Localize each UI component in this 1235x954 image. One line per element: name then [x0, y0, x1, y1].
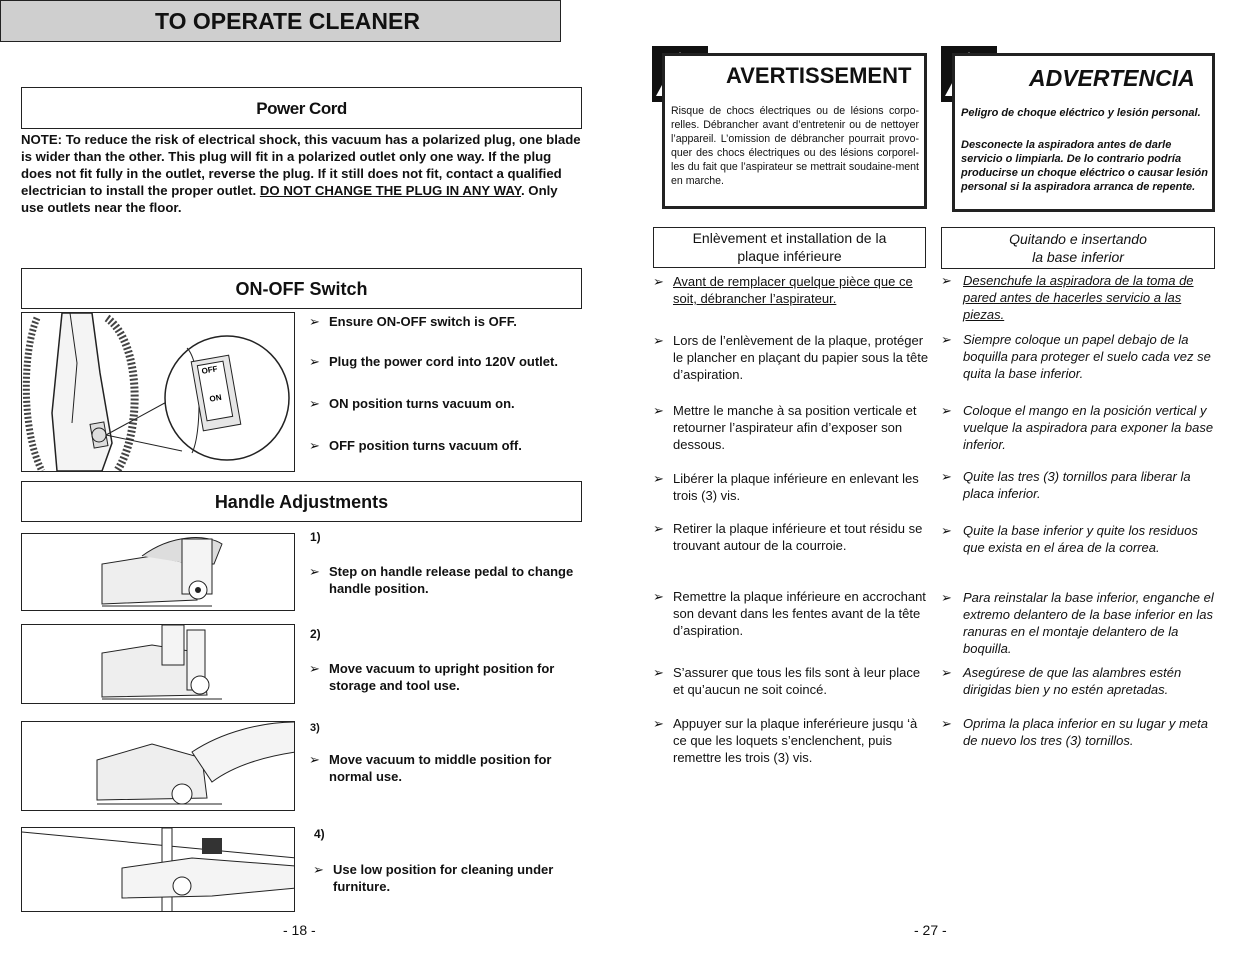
spanish-step-7: ➢ Asegúrese de que las alambres estén dirigidas bien y no estén apretadas.: [941, 665, 1182, 697]
note-warning-underlined: DO NOT CHANGE THE PLUG IN ANY WAY: [259, 183, 521, 198]
arrowhead-icon: ➢: [941, 716, 952, 731]
onoff-step-1: ➢ Ensure ON-OFF switch is OFF.: [309, 314, 517, 329]
handle-step-3-text: ➢ Move vacuum to middle position for normal use.: [309, 752, 552, 784]
switch-off-label: OFF: [200, 364, 219, 376]
arrowhead-icon: ➢: [941, 590, 952, 605]
french-section-heading: Enlèvement et installation de la plaque inférieure: [653, 227, 926, 268]
arrowhead-icon: ➢: [309, 752, 320, 767]
power-cord-note: [21, 131, 583, 216]
onoff-switch-illustration: [21, 312, 295, 472]
french-step-7: ➢ S’assurer que tous les fils sont à leur place et qu’aucun ne soit coincé.: [653, 665, 921, 697]
handle-step-3-number: 3): [310, 722, 320, 734]
spanish-heading-line-2: la base inferior: [1032, 249, 1124, 265]
handle-step-1-number: 1): [310, 530, 321, 544]
arrowhead-icon: ➢: [941, 469, 952, 484]
arrowhead-icon: ➢: [309, 438, 320, 453]
onoff-step-3: ➢ ON position turns vacuum on.: [309, 396, 515, 411]
handle-step-2-number: 2): [310, 627, 321, 641]
french-step-4: ➢ Libérer la plaque inférieure en enlevant les trois (3) vis.: [653, 471, 919, 503]
handle-step-4-illustration: [21, 827, 295, 912]
french-step-6: ➢ Remettre la plaque inférieure en accrochant son devant dans les fentes avant de la tête d’aspiration.: [653, 589, 926, 638]
handle-step-2-text: ➢ Move vacuum to upright position for storage and tool use.: [309, 661, 555, 693]
french-warning-text: Risque de chocs électriques ou de lésions corpo-relles. Débrancher avant d’entretenir ou de nettoyer l’appareil. L’omission de débrancher pourrait provo-quer des chocs électriques ou des lésions corporel-les du fait que l’aspirateur se mettrait soudaine-ment en marche.: [671, 105, 919, 187]
french-warning-title: AVERTISSEMENT: [726, 63, 912, 88]
arrowhead-icon: ➢: [309, 396, 320, 411]
french-step-5: ➢ Retirer la plaque inférieure et tout résidu se trouvant autour de la courroie.: [653, 521, 923, 553]
switch-on-label: ON: [208, 392, 223, 404]
handle-step-3-illustration: [21, 721, 295, 811]
handle-step-4-text: ➢ Use low position for cleaning under furniture.: [313, 862, 554, 894]
french-step-8: ➢ Appuyer sur la plaque inferérieure jusqu ‘à ce que les loquets s’enclenchent, puis remettre les trois (3) vis.: [653, 716, 918, 765]
french-step-2: ➢ Lors de l’enlèvement de la plaque, protéger le plancher en plaçant du papier sous la tête d’aspiration.: [653, 333, 929, 382]
spanish-step-2: ➢ Siempre coloque un papel debajo de la boquilla para proteger el suelo cada vez se quita la base inferior.: [941, 332, 1211, 381]
arrowhead-icon: ➢: [309, 564, 320, 579]
onoff-step-4: ➢ OFF position turns vacuum off.: [309, 438, 522, 453]
handle-step-4-number: 4): [314, 827, 325, 841]
onoff-step-2: ➢ Plug the power cord into 120V outlet.: [309, 354, 558, 369]
page-number-right: - 27 -: [914, 922, 947, 938]
page-number-left: - 18 -: [283, 922, 316, 938]
handle-step-1-illustration: [21, 533, 295, 611]
arrowhead-icon: ➢: [313, 862, 324, 877]
note-text: NOTE: To reduce the risk of electrical shock, this vacuum has a polarized plug, one blade is wider than the other. This plug will fit in a polarized outlet only one way. If the plug does not fit fully in the outlet, reverse the plug. If it still does not fit, contact a qualified electrician to install the proper outlet.: [21, 132, 581, 198]
arrowhead-icon: ➢: [653, 665, 664, 680]
arrowhead-icon: ➢: [941, 523, 952, 538]
arrowhead-icon: ➢: [309, 354, 320, 369]
handle-step-2-illustration: [21, 624, 295, 704]
spanish-step-8: ➢ Oprima la placa inferior en su lugar y meta de nuevo los tres (3) tornillos.: [941, 716, 1208, 748]
french-step-3: ➢ Mettre le manche à sa position verticale et retourner l’aspirateur afin d’exposer son dessous.: [653, 403, 917, 452]
page-title: TO OPERATE CLEANER: [0, 0, 561, 42]
arrowhead-icon: ➢: [941, 665, 952, 680]
spanish-step-1: ➢ Desenchufe la aspiradora de la toma de pared antes de hacerles servicio a las piezas.: [941, 273, 1194, 322]
arrowhead-icon: ➢: [653, 521, 664, 536]
arrowhead-icon: ➢: [309, 661, 320, 676]
arrowhead-icon: ➢: [941, 332, 952, 347]
arrowhead-icon: ➢: [653, 716, 664, 731]
spanish-step-4: ➢ Quite las tres (3) tornillos para liberar la placa inferior.: [941, 469, 1191, 501]
arrowhead-icon: ➢: [653, 333, 664, 348]
arrowhead-icon: ➢: [653, 274, 664, 289]
spanish-step-5: ➢ Quite la base inferior y quite los residuos que exista en el área de la correa.: [941, 523, 1198, 555]
arrowhead-icon: ➢: [653, 471, 664, 486]
arrowhead-icon: ➢: [941, 403, 952, 418]
spanish-heading-line-1: Quitando e insertando: [1009, 231, 1147, 247]
spanish-step-6: ➢ Para reinstalar la base inferior, enganche el extremo delantero de la base inferior en las ranuras en el montaje delantero de la boquilla.: [941, 590, 1214, 656]
power-cord-heading: Power Cord: [21, 87, 582, 129]
handle-heading: Handle Adjustments: [21, 481, 582, 522]
arrowhead-icon: ➢: [941, 273, 952, 288]
handle-step-1-text: ➢ Step on handle release pedal to change handle position.: [309, 564, 574, 596]
arrowhead-icon: ➢: [653, 403, 664, 418]
spanish-warning-title: ADVERTENCIA: [1029, 65, 1195, 91]
spanish-warning-text-1: Peligro de choque eléctrico y lesión personal.: [961, 107, 1201, 119]
spanish-warning-text-2: Desconecte la aspiradora antes de darle servicio o limpiarla. De lo contrario podría producirse un choque eléctrico o causar lesión personal si la aspiradora arranca de repente.: [961, 139, 1208, 193]
arrowhead-icon: ➢: [653, 589, 664, 604]
spanish-step-3: ➢ Coloque el mango en la posición vertical y vuelque la aspiradora para exponer la base inferior.: [941, 403, 1214, 452]
arrowhead-icon: ➢: [309, 314, 320, 329]
note-text-end: . Only use outlets near the floor.: [21, 183, 558, 215]
french-step-1: ➢ Avant de remplacer quelque pièce que ce soit, débrancher l’aspirateur.: [653, 274, 913, 306]
spanish-section-heading: [941, 227, 1215, 269]
onoff-heading: ON-OFF Switch: [21, 268, 582, 309]
